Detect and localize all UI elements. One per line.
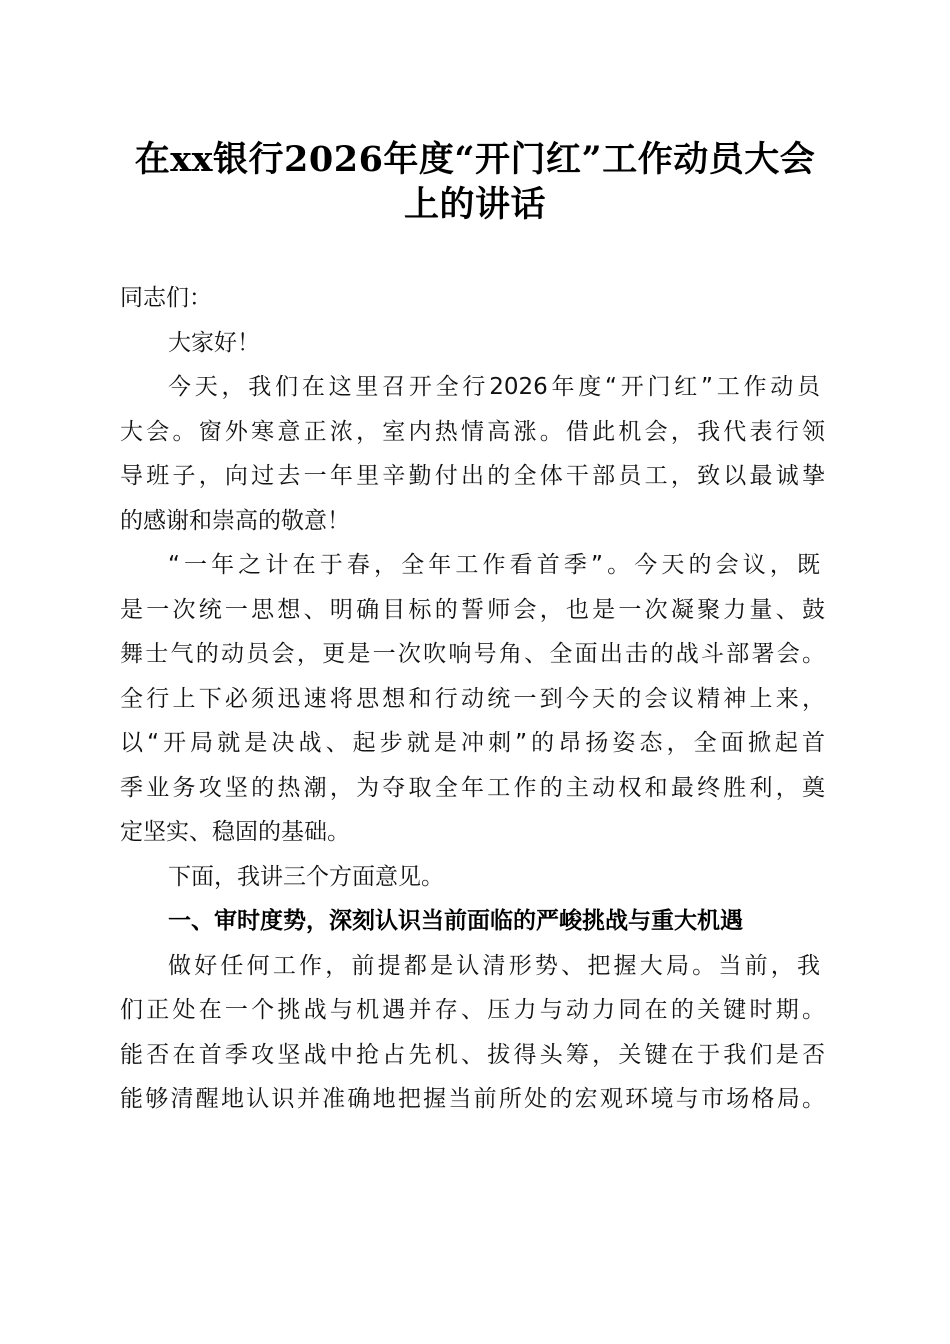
paragraph-line: 做好任何工作，前提都是认清形势、把握大局。当前，我 bbox=[168, 953, 820, 979]
paragraph-line: 下面，我讲三个方面意见。 bbox=[168, 864, 444, 890]
paragraph-line: 舞士气的动员会，更是一次吹响号角、全面出击的战斗部署会。 bbox=[120, 641, 825, 667]
paragraph-line: 是一次统一思想、明确目标的誓师会，也是一次凝聚力量、鼓 bbox=[120, 597, 825, 623]
greeting: 大家好！ bbox=[168, 330, 260, 356]
paragraph-line: 能否在首季攻坚战中抢占先机、拔得头筹，关键在于我们是否 bbox=[120, 1042, 825, 1068]
paragraph-line: 大会。窗外寒意正浓，室内热情高涨。借此机会，我代表行领 bbox=[120, 419, 825, 445]
paragraph-line: 今天，我们在这里召开全行2026年度“开门红”工作动员 bbox=[168, 374, 820, 400]
paragraph-line: 全行上下必须迅速将思想和行动统一到今天的会议精神上来， bbox=[120, 686, 825, 712]
paragraph-line: 导班子，向过去一年里辛勤付出的全体干部员工，致以最诚挚 bbox=[120, 463, 825, 489]
paragraph-line: 能够清醒地认识并准确地把握当前所处的宏观环境与市场格局。 bbox=[120, 1086, 825, 1112]
paragraph-line: 的感谢和崇高的敬意！ bbox=[120, 508, 350, 534]
salutation: 同志们： bbox=[120, 285, 212, 311]
section-heading: 一、审时度势，深刻认识当前面临的严峻挑战与重大机遇 bbox=[168, 908, 743, 934]
paragraph-line: 季业务攻坚的热潮，为夺取全年工作的主动权和最终胜利，奠 bbox=[120, 775, 825, 801]
paragraph-line: “一年之计在于春，全年工作看首季”。今天的会议，既 bbox=[168, 552, 820, 578]
paragraph-line: 定坚实、稳固的基础。 bbox=[120, 819, 350, 845]
document-title-line-1: 在xx银行2026年度“开门红”工作动员大会 bbox=[134, 139, 816, 180]
paragraph-line: 以“开局就是决战、起步就是冲刺”的昂扬姿态，全面掀起首 bbox=[120, 730, 825, 756]
document-title-line-2: 上的讲话 bbox=[403, 184, 546, 225]
paragraph-line: 们正处在一个挑战与机遇并存、压力与动力同在的关键时期。 bbox=[120, 997, 825, 1023]
